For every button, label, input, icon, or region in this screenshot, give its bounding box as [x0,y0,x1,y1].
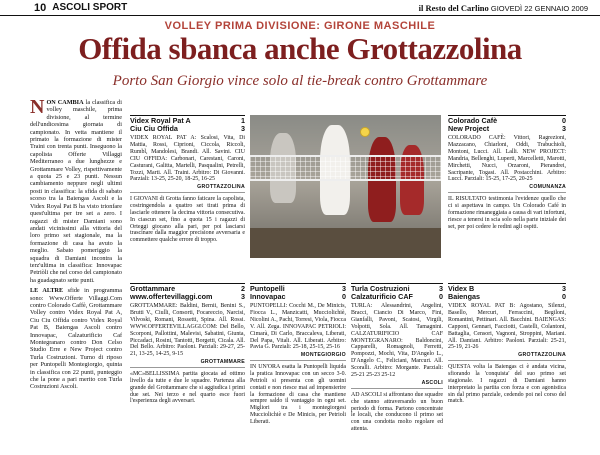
match-box [130,115,245,244]
away-score: 0 [342,292,346,301]
match-report: IL RISULTATO testimonia l'evidenze quello che ci si aspettava in campo. Un Colorado Café in formazione rimaneggiata a causa di vari infortuni, riesce a tenersi in scia solo nella parte iniziale dei set, per poi cedere le redini agli ospiti. [448,192,566,230]
home-team: Videx B [448,284,475,293]
match-report: «MC»BELLISSIMA partita giocata ad ottimo livello da tutte e due le squadre. Partenza alla grande del Grottammare che si aggiudica i primi due set. Nei terzo e nel quarto esce fuori l'esperienza degli avversari. [130,367,245,405]
header-right [419,3,600,13]
volleyball-photo [250,115,441,258]
home-team: Puntopelli [250,284,285,293]
headline: Offida sbanca anche Grottazzolina [78,31,522,66]
match-location: GROTTAZZOLINA [518,352,566,359]
away-score: 0 [562,292,566,301]
away-score: 3 [241,124,245,133]
home-score: 3 [439,284,443,293]
match-location: ASCOLI [421,379,443,386]
match-lineups: GROTTAMMARE: Baldini, Bernii, Benini S., Brutti V., Ciulli, Consorti, Focareccio, Narcisi, Vilvoski, Romani, Rossetti, Spina. All. Rossi. WWW.OFFERTEVILLAGGI.COM: Del Bello, Scorponi, Pallottini, Malevisi, Sabatini, Giunta, Piccadaci, Rosini, Tantotti, Borgetti, Cicala. All. Del Bello. Arbitro: Paoloni. Parziali: 29-27, 25-21, 13-25, 14-25, 9-15 [130,303,245,358]
away-score: 3 [241,292,245,301]
match-lineups: PUNTOPELLI: Cocchi M., De Minicis, Fiocca L., Manzicatti, Mucciolichiè, Nicolini A., Pachi, Torresi, Viola, Fiocca V. All. Zega. INNOVAPAC PETRIOLI: Cimarà, Di Carlo, Braccaleva, Liberati, Del Papa, Vitali. All. Liberati. Arbitro: Pavia G. Parziali: 25-18, 25-15, 25-16 [250,303,346,351]
home-score: 3 [342,284,346,293]
match-away [448,125,566,133]
match-box [250,283,346,426]
match-box [130,283,245,405]
away-team: Calzaturificio CAF [351,292,413,301]
page-header [0,0,600,16]
match-box [448,283,566,405]
match-away [130,125,245,133]
home-score: 3 [562,284,566,293]
away-team: Innovapac [250,292,286,301]
match-report: I GIOVANI di Grotta fanno faticare la capolista, costringendola a quattro set tirati prima di lasciarle ottenere la decima vittoria consecutiva. In ciascun set, fino a quota 15 i ragazzi di Orteggi giocano alla pari, per poi lasciarsi trascinare dalla maggior precisione avversaria e commettere qualche errore di troppo. [130,192,245,244]
home-team: Videx Royal Pat A [130,116,191,125]
match-away [130,293,245,301]
photo-net [250,155,441,181]
home-team: Turla Costruzioni [351,284,410,293]
match-away [351,293,443,301]
away-score: 0 [439,292,443,301]
match-location: COMUNANZA [529,184,566,191]
away-score: 3 [562,124,566,133]
home-team: Grottammare [130,284,176,293]
match-box [448,115,566,230]
home-score: 2 [241,284,245,293]
match-lineups: COLORADO CAFÈ: Vittori, Ragrezioni, Mazzacano, Chiarloni, Oddi, Trabuchioli, Montoni, Lucci. All. Lalli. NEW PROJECT: Mandria, Bellenghi, Luperti, Marcelletti, Marotti, Mirchetti, Nucci, Orzaroni, Pierandrei, Sacripante, Togasi. All. Postacchini. Arbitro: Lucci. Parziali: 15-25, 17-25, 20-25 [448,135,566,183]
match-lineups: TURLA: Alessandrini, Angelini, Bracci, Ciancio Di Marco, Fini, Gianfalli, Pavoni, Scatosi, Virgili, Volpotti, Sola. All. Tamagnini. CALZATURIFICIO CAF MONTEGRANARO: Baldoncini, Capparelli, Romagnoli, Ferretti, Pompozzi, Mochi, Vita, D'Angelo L., D'Angelo C., Feliciani, Marcuri. All. Scoralli. Arbitro: Morgante. Parziali: 25-21 25-23 25-12 [351,303,443,379]
lead-caps: ON CAMBIA [46,99,84,106]
away-team: www.offertevillaggi.com [130,292,213,301]
paper-name: il Resto del Carlino [418,2,489,13]
away-team: Baiengas [448,292,480,301]
match-location: GROTTAMMARE [200,359,245,366]
match-report: AD ASCOLI si affrontano due squadre che stanno attraversando un buon periodo di forma. Partono concentrate le locali, che conducono il primo set con una condotta molto regolare ed attenta. [351,388,443,433]
photo-floor [250,228,441,258]
match-lineups: VIDEX ROYAL PAT A: Scalosi, Vita, Di Mattia, Rossi, Ciprioni, Ciccola, Riccoli, Rumbl, Mandolesi, Brandi. All. Savini. CIU CIU OFFIDA: Carbonari, Carestani, Caroni, Casturani, Galitta, Martelli, Pasqualini, Petrelli, Tozzi, Marti. All. Traini. Arbitro: Di Giovanni. Parziali: 13-25, 25-20, 18-25, 16-25 [130,135,245,183]
match-location: MONTEGIORGIO [300,352,346,359]
section-name: ASCOLI SPORT [52,2,128,13]
away-team: Ciu Ciu Offida [130,124,178,133]
page-number: 10 [34,1,47,14]
home-team: Colorado Cafè [448,116,498,125]
lead-paragraph-2 [30,287,122,391]
home-score: 0 [562,116,566,125]
lead-column [30,99,122,449]
lead-paragraph [30,99,122,284]
subheadline: Porto San Giorgio vince solo al tie-break contro Grottammare [112,73,488,89]
match-away [250,293,346,301]
match-box [351,283,443,433]
kicker: VOLLEY PRIMA DIVISIONE: GIRONE MASCHILE [164,20,436,32]
away-team: New Project [448,124,490,133]
home-score: 1 [241,116,245,125]
match-location: GROTTAZZOLINA [197,184,245,191]
match-report: IN UN'ORA esatta la Puntopelli liquida la pratica Innovapac con un secco 3-0. Petrioli si presenta con gli uomini contati e non riesce mai ad impensierire la formazione di casa che mantiene sempre saldo il vantaggio in ogni set. Migliori tra i montegiorgesi Mucciolichiè e De Minicis, per Petrioli Liberati. [250,360,346,425]
match-lineups: VIDEX ROYAL PAT B: Agostano, Silenzi, Basello, Mercuri, Ferraccini, Begiloni, Romantini, Pettinari. All. Bacchini. BAIENGAS: Capponi, Gennari, Facciotti, Castelli, Colantoni, Battaglia, Censori, Vagnoni, Stroppini, Mariani. All. Damiani. Arbitro: Paoloni. Parziali: 25-21, 25-19, 21-26 [448,303,566,351]
dropcap: N [30,99,45,118]
match-away [448,293,566,301]
issue-date: GIOVEDÌ 22 GENNAIO 2009 [490,3,588,13]
lead-caps-2: LE ALTRE [30,287,64,295]
lead-text-2: sfide in programma sono: Www.Offerte Villaggi.Com contro Colorado Caffè, Grottammare Volley contro Videx Royal Pat A, Ciu Ciu Offida contro Videx Royal Pat B, Baiengas Ascoli contro Innovapac, Calzaturificio Caf Montegranaro contro Don Celso Studio Erre e New Project contro Turla Costruzioni. Turno di riposo per Puntopelli Montegiorgio, quinta in classifica con 22 punti, punteggio che la pone a pari merito con Turla Costruzioni Ascoli. [30,287,122,391]
lead-text: la classifica di volley maschile, prima divisione, al termine dell'undicesima giornata di campionato. In vetta mantiene il primato la formazione di mister Traini con trenta punti. Inseguono la capolista Offerte Villaggi Mediterraneo a due lunghezze e Grottammare Volley, rispettivamente a quota 25 e 23 punti. Nessun cambiamento neppure negli ultimi posti in classifica: la sfida di sabato scorso tra la Baiengas Ascoli e la Videx Royal Pat B ha visto trionfare quest'ultima per tre set a zero. I ragazzi di mister Damiani sono andati vicinissimi alla vittoria del loro primo set stagionale, ma la formazione di casa ha avuto la meglio. Sabato pomeriggio la squadra di Damiani incontra la terz'ultima in classifica: Innovapac Petriòli che nel corso del campionato ha guadagnato sette punti. [30,99,122,284]
match-report: QUESTA volta la Baiengas ci è andata vicina, sfiorando la 'conquista' del suo primo set stagionale. I ragazzi di Damiani hanno interpretato la partita con forza e con agonistica sin dal primo parziale, cedendo poi nel corso del match. [448,360,566,405]
photo-ball [360,127,370,137]
